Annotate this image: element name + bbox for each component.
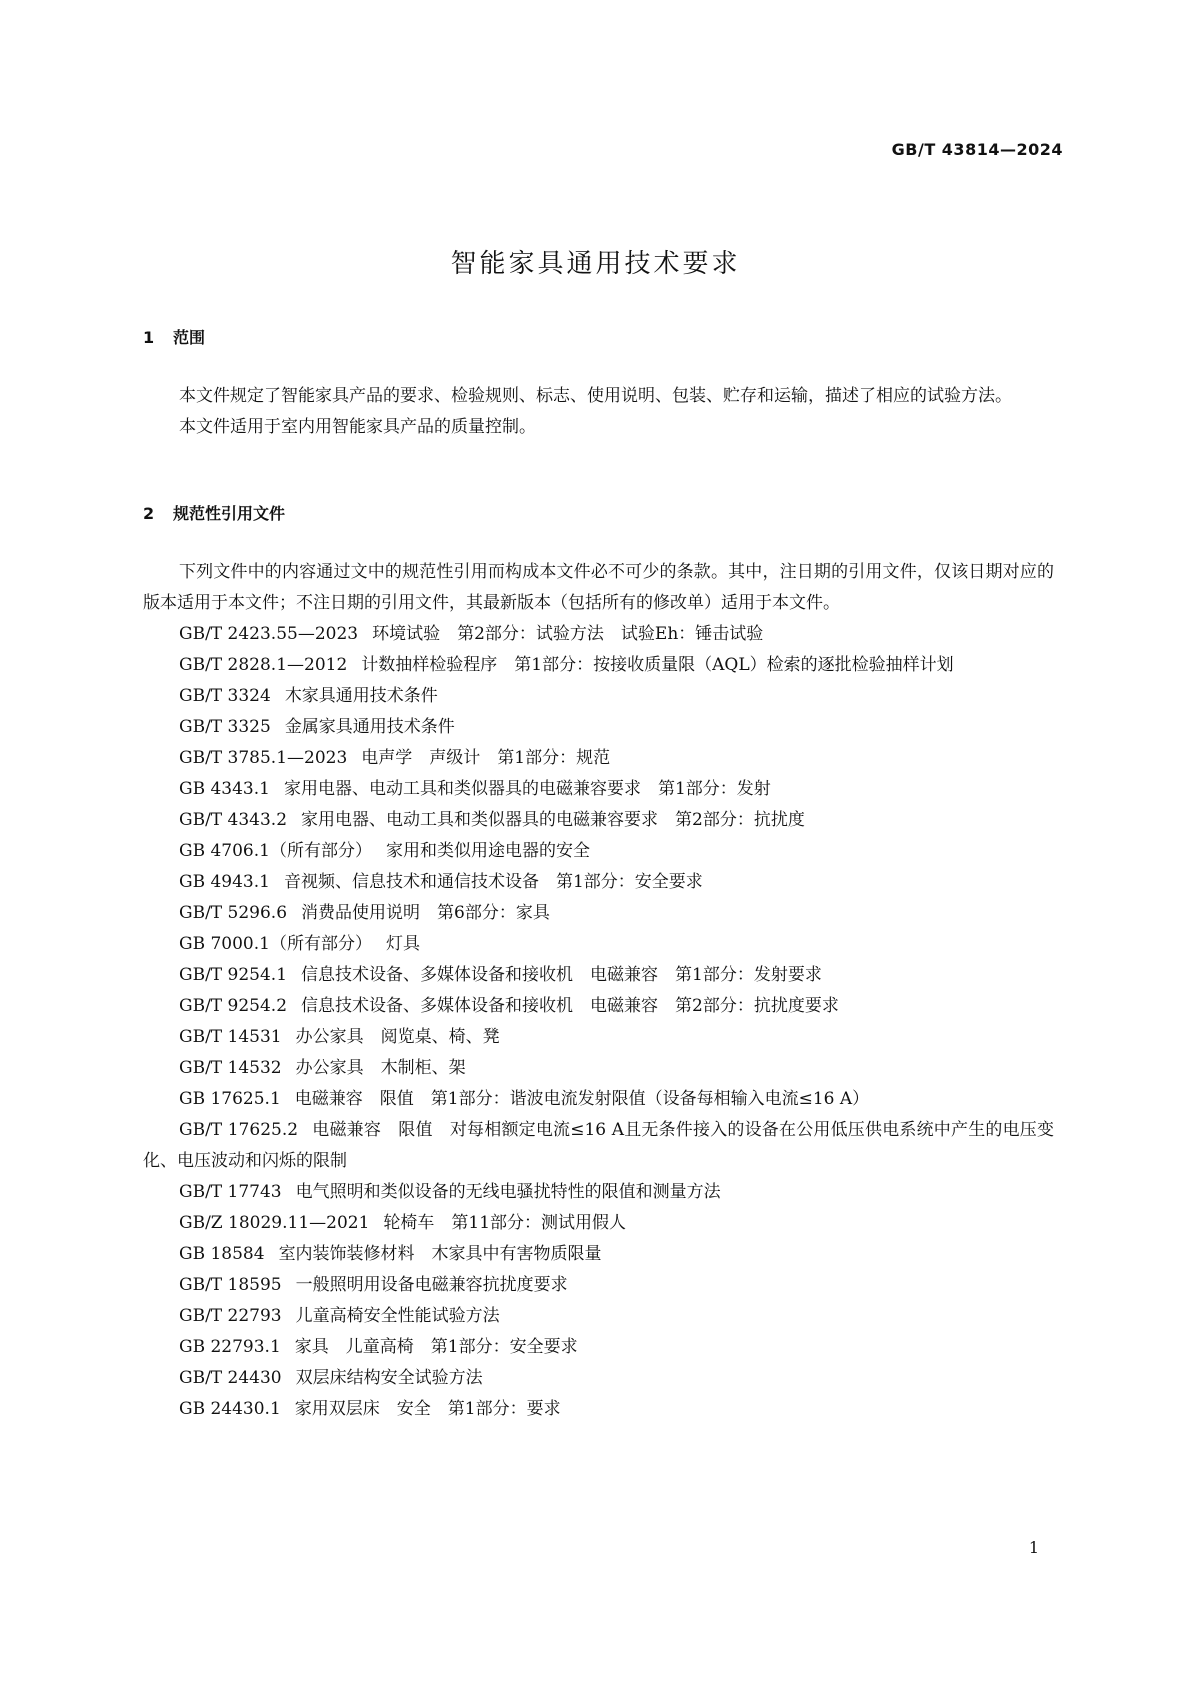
section-title: 规范性引用文件 <box>173 504 286 523</box>
reference-title: 办公家具 木制柜、架 <box>295 1058 466 1078</box>
reference-code: GB 4343.1 <box>179 779 270 799</box>
scope-paragraph: 本文件规定了智能家具产品的要求、检验规则、标志、使用说明、包装、贮存和运输，描述了相应的试验方法。 <box>179 386 1012 406</box>
reference-item <box>143 836 1054 867</box>
reference-code: GB/T 9254.2 <box>179 996 288 1016</box>
reference-item <box>143 681 1054 712</box>
reference-item <box>143 1084 1054 1115</box>
reference-item <box>143 1301 1054 1332</box>
section-number: 2 <box>143 504 155 523</box>
reference-code: GB 7000.1（所有部分） <box>179 934 372 954</box>
reference-code: GB/T 9254.1 <box>179 965 288 985</box>
reference-code: GB/T 3785.1—2023 <box>179 748 348 768</box>
reference-item <box>143 991 1054 1022</box>
reference-title: 办公家具 阅览桌、椅、凳 <box>295 1027 500 1047</box>
reference-item <box>143 929 1054 960</box>
reference-code: GB/T 3324 <box>179 686 271 706</box>
reference-code: GB/T 4343.2 <box>179 810 288 830</box>
reference-title: 一般照明用设备电磁兼容抗扰度要求 <box>295 1275 568 1295</box>
reference-code: GB/T 24430 <box>179 1368 282 1388</box>
reference-code: GB/T 17743 <box>179 1182 282 1202</box>
reference-title: 音视频、信息技术和通信技术设备 第1部分：安全要求 <box>283 872 703 892</box>
section-number: 1 <box>143 328 155 347</box>
reference-title: 家用电器、电动工具和类似器具的电磁兼容要求 第2部分：抗扰度 <box>301 810 805 830</box>
reference-title: 电磁兼容 限值 第1部分：谐波电流发射限值（设备每相输入电流≤16 A） <box>294 1089 870 1109</box>
reference-item <box>143 1053 1054 1084</box>
reference-item <box>143 898 1054 929</box>
reference-code: GB/T 3325 <box>179 717 271 737</box>
reference-item <box>143 960 1054 991</box>
reference-title: 灯具 <box>385 934 420 954</box>
section-heading-normative-references <box>143 501 285 524</box>
reference-code: GB/T 22793 <box>179 1306 282 1326</box>
reference-title: 木家具通用技术条件 <box>284 686 438 706</box>
standard-code: GB/T 43814—2024 <box>891 140 1063 159</box>
reference-item <box>143 1115 1054 1177</box>
reference-item <box>143 712 1054 743</box>
document-title: 智能家具通用技术要求 <box>450 249 741 279</box>
reference-title: 家用和类似用途电器的安全 <box>385 841 590 861</box>
reference-title: 儿童高椅安全性能试验方法 <box>295 1306 500 1326</box>
scope-paragraph: 本文件适用于室内用智能家具产品的质量控制。 <box>179 417 536 437</box>
reference-code: GB/T 14531 <box>179 1027 282 1047</box>
reference-title: 室内装饰装修材料 木家具中有害物质限量 <box>278 1244 602 1264</box>
reference-title: 电磁兼容 限值 对每相额定电流≤16 A且无条件接入的设备在公用低压供电系统中产生的电压变化、电压波动和闪烁的限制 <box>143 1120 1054 1171</box>
reference-code: GB 17625.1 <box>179 1089 281 1109</box>
reference-title: 双层床结构安全试验方法 <box>295 1368 483 1388</box>
reference-item <box>143 805 1054 836</box>
reference-code: GB/T 17625.2 <box>179 1120 299 1140</box>
reference-code: GB/T 14532 <box>179 1058 282 1078</box>
reference-code: GB 22793.1 <box>179 1337 281 1357</box>
reference-item <box>143 1394 1054 1425</box>
reference-item <box>143 1208 1054 1239</box>
reference-item <box>143 1239 1054 1270</box>
reference-code: GB/T 5296.6 <box>179 903 288 923</box>
reference-title: 信息技术设备、多媒体设备和接收机 电磁兼容 第1部分：发射要求 <box>301 965 822 985</box>
reference-item <box>143 650 1054 681</box>
page-number: 1 <box>1028 1538 1039 1557</box>
reference-item <box>143 1177 1054 1208</box>
reference-title: 电气照明和类似设备的无线电骚扰特性的限值和测量方法 <box>295 1182 721 1202</box>
reference-item <box>143 1022 1054 1053</box>
section-title: 范围 <box>173 328 206 347</box>
reference-item <box>143 867 1054 898</box>
reference-code: GB 24430.1 <box>179 1399 281 1419</box>
reference-title: 金属家具通用技术条件 <box>284 717 455 737</box>
reference-item <box>143 774 1054 805</box>
reference-code: GB 4706.1（所有部分） <box>179 841 372 861</box>
reference-code: GB/Z 18029.11—2021 <box>179 1213 370 1233</box>
section-heading-scope <box>143 325 205 348</box>
reference-title: 轮椅车 第11部分：测试用假人 <box>383 1213 627 1233</box>
reference-code: GB 18584 <box>179 1244 265 1264</box>
reference-item <box>143 1332 1054 1363</box>
reference-list <box>143 619 1054 1425</box>
reference-title: 电声学 声级计 第1部分：规范 <box>361 748 611 768</box>
reference-code: GB/T 18595 <box>179 1275 282 1295</box>
reference-item <box>143 1363 1054 1394</box>
reference-item <box>143 619 1054 650</box>
reference-code: GB 4943.1 <box>179 872 270 892</box>
normative-references-body <box>143 557 1054 1425</box>
reference-title: 家用电器、电动工具和类似器具的电磁兼容要求 第1部分：发射 <box>283 779 771 799</box>
reference-title: 消费品使用说明 第6部分：家具 <box>301 903 550 923</box>
reference-title: 环境试验 第2部分：试验方法 试验Eh：锤击试验 <box>372 624 764 644</box>
reference-code: GB/T 2423.55—2023 <box>179 624 359 644</box>
reference-code: GB/T 2828.1—2012 <box>179 655 348 675</box>
reference-title: 家具 儿童高椅 第1部分：安全要求 <box>294 1337 578 1357</box>
reference-title: 计数抽样检验程序 第1部分：按接收质量限（AQL）检索的逐批检验抽样计划 <box>361 655 954 675</box>
references-intro: 下列文件中的内容通过文中的规范性引用而构成本文件必不可少的条款。其中，注日期的引用文件，仅该日期对应的版本适用于本文件；不注日期的引用文件，其最新版本（包括所有的修改单）适用于本文件。 <box>143 562 1054 613</box>
reference-title: 信息技术设备、多媒体设备和接收机 电磁兼容 第2部分：抗扰度要求 <box>301 996 839 1016</box>
reference-item <box>143 1270 1054 1301</box>
scope-body <box>143 381 1054 443</box>
reference-title: 家用双层床 安全 第1部分：要求 <box>294 1399 561 1419</box>
reference-item <box>143 743 1054 774</box>
